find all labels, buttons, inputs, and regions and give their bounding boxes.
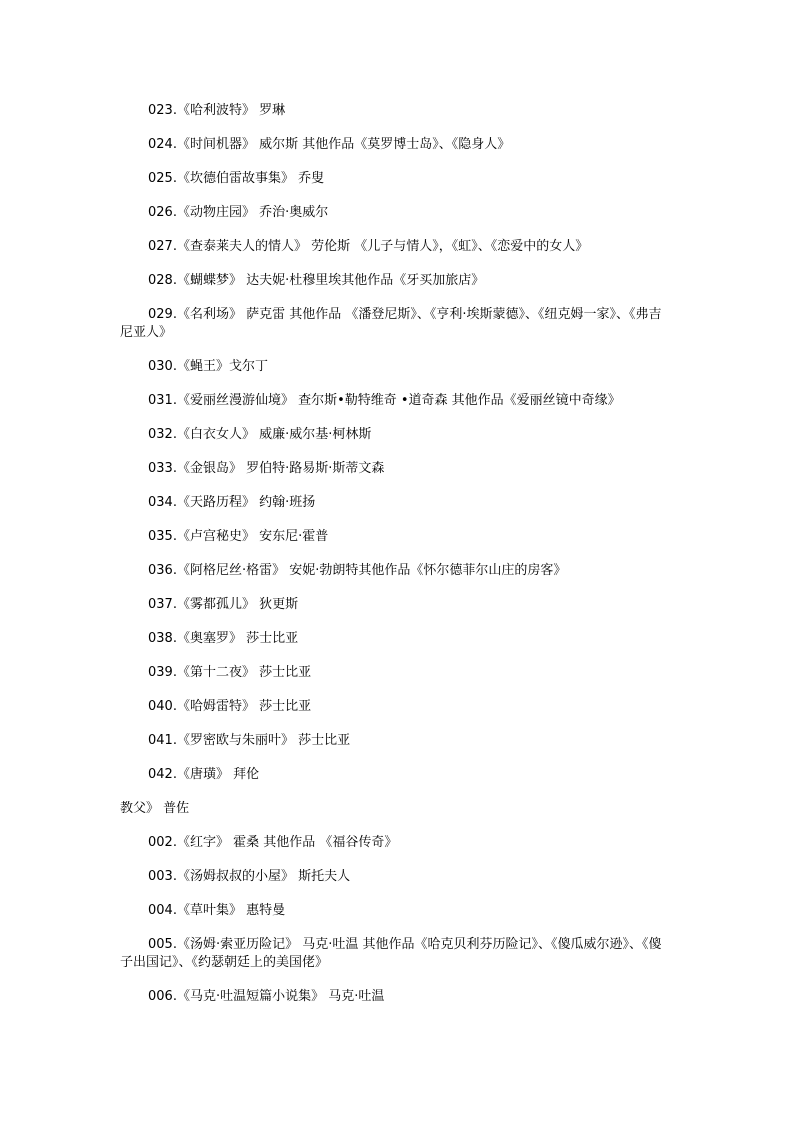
list-item: 002.《红字》 霍桑 其他作品 《福谷传奇》 <box>148 835 398 850</box>
list-item: 039.《第十二夜》 莎士比亚 <box>148 665 312 680</box>
list-item: 024.《时间机器》 威尔斯 其他作品《莫罗博士岛》、《隐身人》 <box>148 137 511 152</box>
list-item: 034.《天路历程》 约翰·班扬 <box>148 495 316 510</box>
list-item: 028.《蝴蝶梦》 达夫妮·杜穆里埃其他作品《牙买加旅店》 <box>148 273 485 288</box>
list-item: 004.《草叶集》 惠特曼 <box>148 903 286 918</box>
list-item: 030.《蝇王》戈尔丁 <box>148 359 268 374</box>
list-item: 023.《哈利波特》 罗琳 <box>148 103 286 118</box>
list-item: 038.《奥塞罗》 莎士比亚 <box>148 631 299 646</box>
list-item: 037.《雾都孤儿》 狄更斯 <box>148 597 299 612</box>
list-item: 036.《阿格尼丝·格雷》 安妮·勃朗特其他作品《怀尔德菲尔山庄的房客》 <box>148 563 567 578</box>
list-item: 029.《名利场》 萨克雷 其他作品 《潘登尼斯》、《亨利·埃斯蒙德》、《纽克姆一家》、《弗吉尼亚人》 <box>120 307 662 340</box>
list-item: 032.《白衣女人》 威廉·威尔基·柯林斯 <box>148 427 372 442</box>
list-item: 教父》 普佐 <box>120 801 190 816</box>
list-item: 031.《爱丽丝漫游仙境》 查尔斯•勒特维奇 •道奇森 其他作品《爱丽丝镜中奇缘》 <box>148 393 621 408</box>
list-item: 042.《唐璜》 拜伦 <box>148 767 260 782</box>
list-item: 035.《卢宫秘史》 安东尼·霍普 <box>148 529 329 544</box>
list-item: 040.《哈姆雷特》 莎士比亚 <box>148 699 312 714</box>
list-item: 005.《汤姆·索亚历险记》 马克·吐温 其他作品《哈克贝利芬历险记》、《傻瓜威尔逊》、《傻子出国记》、《约瑟朝廷上的美国佬》 <box>120 937 662 970</box>
list-item: 027.《查泰莱夫人的情人》 劳伦斯 《儿子与情人》，《虹》、《恋爱中的女人》 <box>148 239 589 254</box>
book-list <box>120 102 672 1022</box>
list-item: 003.《汤姆叔叔的小屋》 斯托夫人 <box>148 869 351 884</box>
list-item: 041.《罗密欧与朱丽叶》 莎士比亚 <box>148 733 351 748</box>
list-item: 006.《马克·吐温短篇小说集》 马克·吐温 <box>148 989 385 1004</box>
list-item: 025.《坎德伯雷故事集》 乔叟 <box>148 171 325 186</box>
list-item: 026.《动物庄园》 乔治·奥威尔 <box>148 205 329 220</box>
list-item: 033.《金银岛》 罗伯特·路易斯·斯蒂文森 <box>148 461 385 476</box>
